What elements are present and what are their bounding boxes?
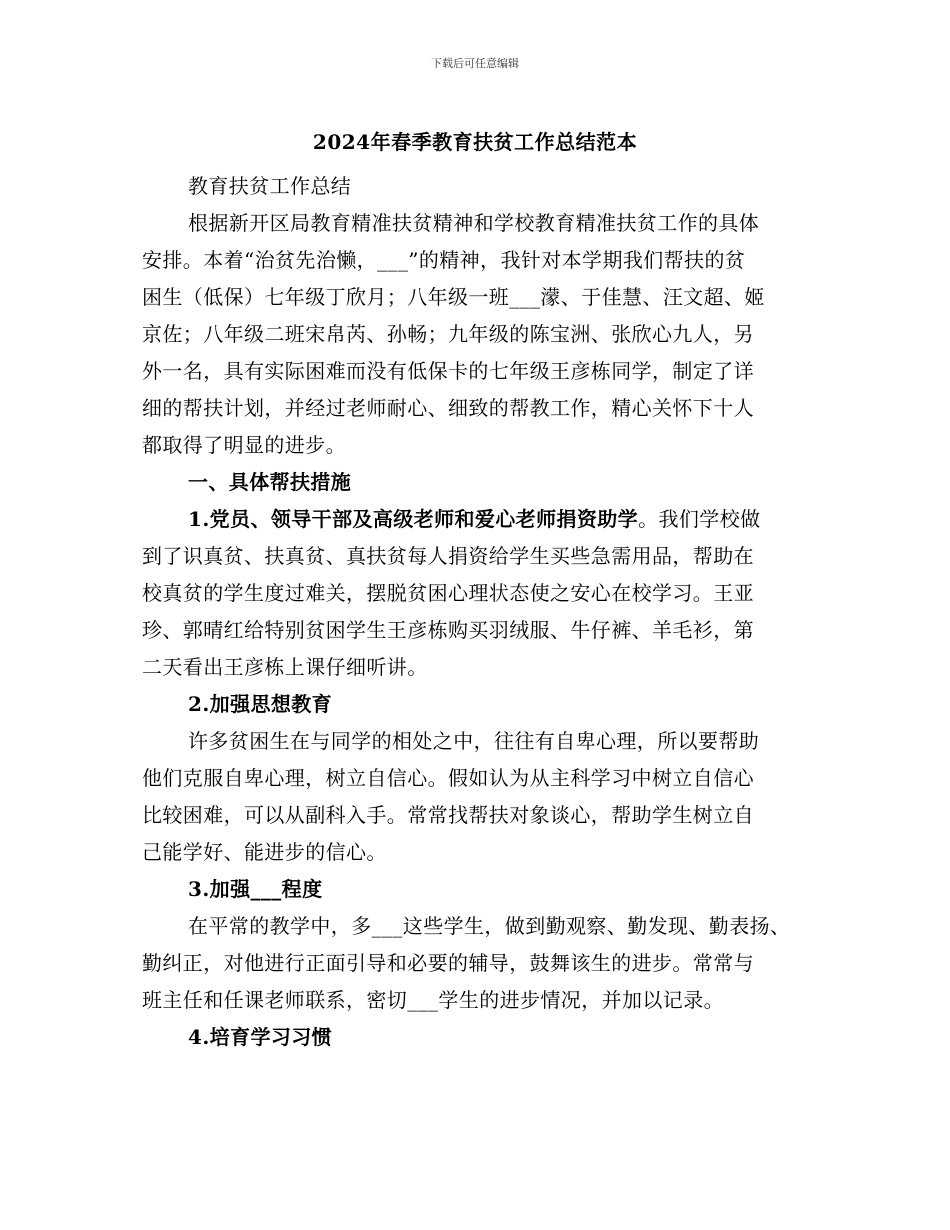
- line-text: 外一名，具有实际困难而没有低保卡的七年级王彦栋同学，制定了详: [142, 359, 754, 383]
- document-title: 2024年春季教育扶贫工作总结范本: [312, 130, 638, 154]
- heading-text: 2.加强思想教育: [188, 692, 333, 716]
- paragraph-line: [142, 279, 812, 316]
- line-text: 到了识真贫、扶真贫、真扶贫每人捐资给学生买些急需用品，帮助在: [142, 544, 754, 568]
- line-text: 根据新开区局教育精准扶贫精神和学校教育精准扶贫工作的具体: [188, 211, 760, 235]
- line-text: 比较困难，可以从副科入手。常常找帮扶对象谈心，帮助学生树立自: [142, 803, 754, 827]
- line-text: 都取得了明显的进步。: [142, 433, 346, 457]
- paragraph-line: [142, 834, 812, 871]
- paragraph-line: [142, 612, 812, 649]
- paragraph-line: [142, 723, 812, 760]
- line-text: 京佐；八年级二班宋帛芮、孙畅；九年级的陈宝洲、张欣心九人，另: [142, 322, 754, 346]
- line-text: 困生（低保）七年级丁欣月；八年级一班___濛、于佳慧、汪文超、姬: [142, 285, 765, 309]
- line-text: 他们克服自卑心理，树立自信心。假如认为从主科学习中树立自信心: [142, 766, 754, 790]
- paragraph-line: [142, 205, 812, 242]
- paragraph-line: [142, 427, 812, 464]
- line-text: 勤纠正，对他进行正面引导和必要的辅导，鼓舞该生的进步。常常与: [142, 951, 754, 975]
- paragraph-line: [142, 908, 812, 945]
- line-text: 班主任和任课老师联系，密切___学生的进步情况，并加以记录。: [142, 988, 724, 1012]
- paragraph-line: [142, 797, 812, 834]
- section-heading: [142, 686, 812, 723]
- paragraph-line: [142, 575, 812, 612]
- heading-text: 3.加强___程度: [188, 877, 323, 901]
- paragraph-line: [142, 538, 812, 575]
- section-heading: [142, 1019, 812, 1056]
- line-text: 。我们学校做: [638, 507, 761, 531]
- heading-text: 一、具体帮扶措施: [188, 470, 352, 494]
- line-text: 安排。本着“治贫先治懒，___”的精神，我针对本学期我们帮扶的贫: [142, 248, 746, 272]
- paragraph-line: [142, 982, 812, 1019]
- paragraph-line: [142, 168, 812, 205]
- header-note: 下载后可任意编辑: [431, 57, 519, 70]
- line-text: 许多贫困生在与同学的相处之中，往往有自卑心理，所以要帮助: [188, 729, 760, 753]
- line-text: 细的帮扶计划，并经过老师耐心、细致的帮教工作，精心关怀下十人: [142, 396, 754, 420]
- paragraph-line: [142, 316, 812, 353]
- paragraph-line: [142, 760, 812, 797]
- section-heading: [142, 871, 812, 908]
- line-text: 己能学好、能进步的信心。: [142, 840, 387, 864]
- line-text: 珍、郭晴红给特别贫困学生王彦栋购买羽绒服、牛仔裤、羊毛衫，第: [142, 618, 754, 642]
- paragraph-line: [142, 501, 812, 538]
- document-body: [142, 168, 812, 1056]
- line-text: 在平常的教学中，多___这些学生，做到勤观察、勤发现、勤表扬、: [188, 914, 791, 938]
- bold-lead-text: 1.党员、领导干部及高级老师和爱心老师捐资助学: [188, 507, 639, 531]
- line-text: 二天看出王彦栋上课仔细听讲。: [142, 655, 428, 679]
- paragraph-line: [142, 945, 812, 982]
- line-text: 教育扶贫工作总结: [188, 174, 352, 198]
- paragraph-line: [142, 242, 812, 279]
- line-text: 校真贫的学生度过难关，摆脱贫困心理状态使之安心在校学习。王亚: [142, 581, 754, 605]
- section-heading: [142, 464, 812, 501]
- heading-text: 4.培育学习习惯: [188, 1025, 333, 1049]
- paragraph-line: [142, 649, 812, 686]
- paragraph-line: [142, 353, 812, 390]
- paragraph-line: [142, 390, 812, 427]
